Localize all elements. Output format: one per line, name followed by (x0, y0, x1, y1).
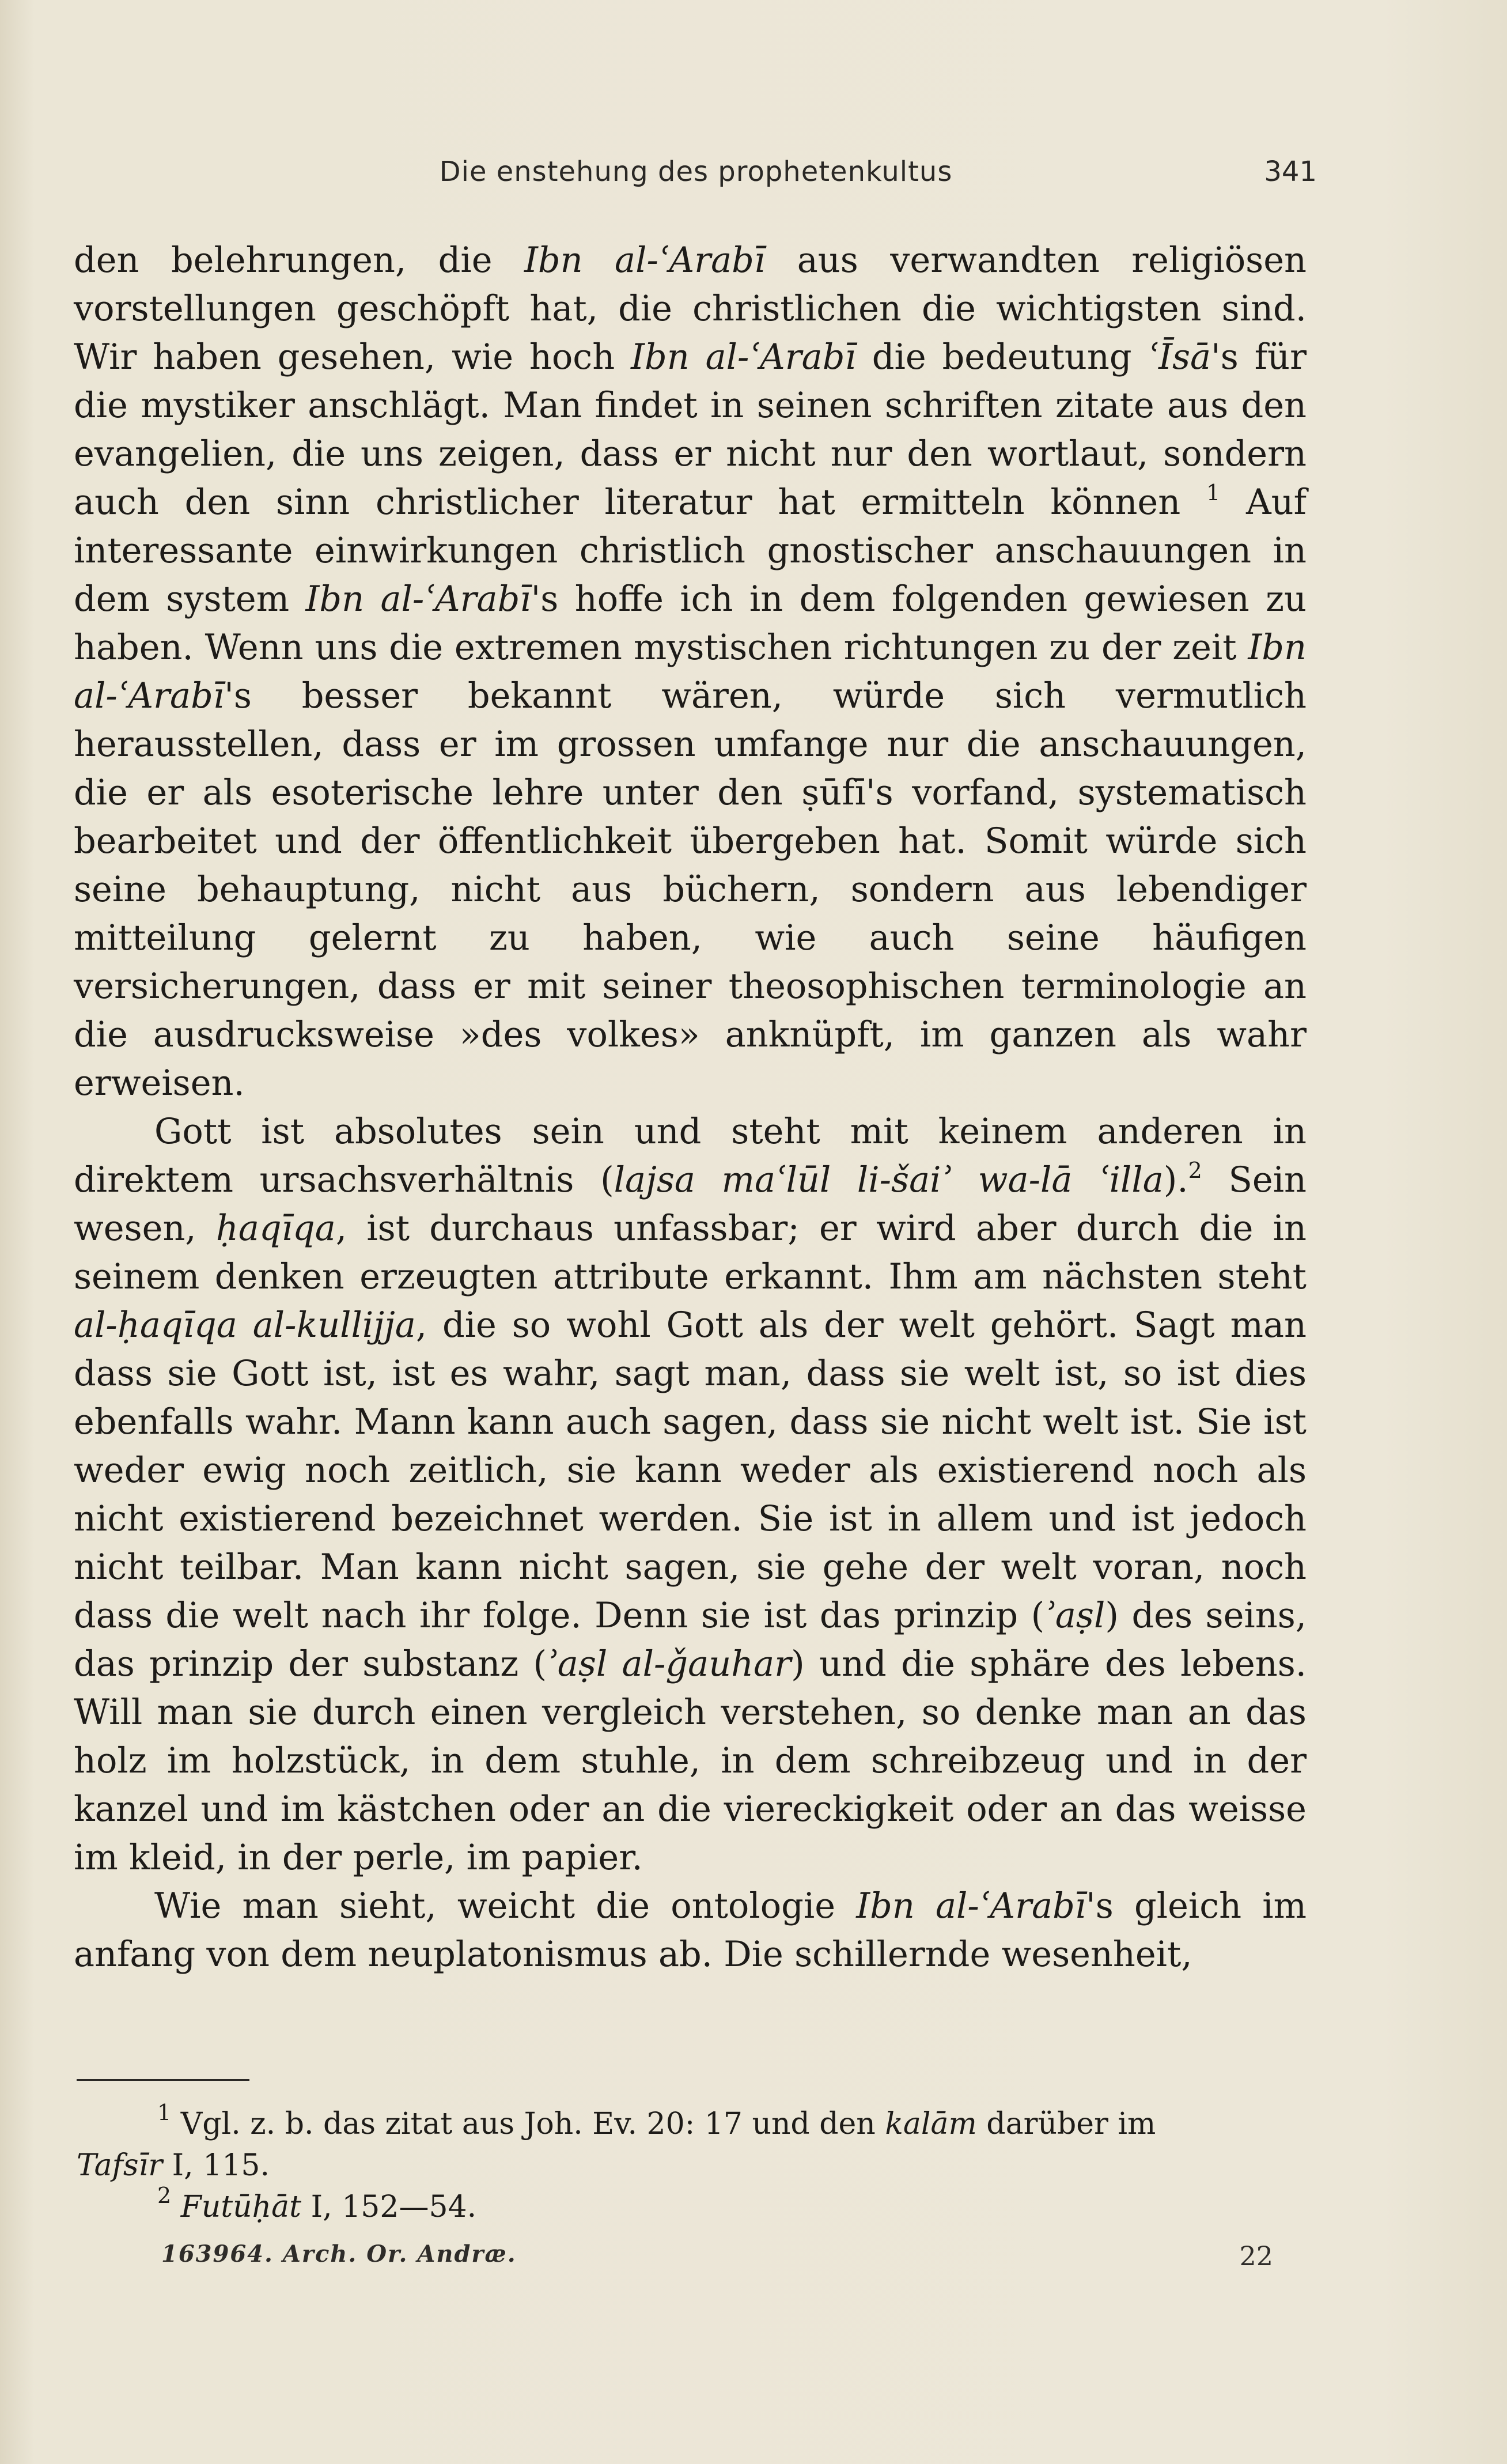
italic-term: lajsa maʿlūl li-šaiʾ wa-lā ʿilla (614, 1160, 1164, 1200)
italic-name: Ibn al-ʿArabī (524, 240, 766, 281)
running-title: Die enstehung des prophetenkultus (439, 156, 953, 188)
footnote-ref-2[interactable]: 2 (1188, 1158, 1202, 1183)
italic-name: ʿĪsā (1148, 337, 1211, 377)
text-run: Wie man sieht, weicht die ontologie (154, 1886, 857, 1926)
italic-name: Ibn al-ʿArabī (305, 579, 531, 619)
text-run: ) und die sphäre des lebens. Will man sie durch einen vergleich verstehen, so denke man an das holz im holzstück, in dem stuhle, in dem schreibzeug und in der kanzel und im kästchen oder an die viereckigkeit oder an das weisse im kleid, in der perle, im papier. (74, 1644, 1307, 1878)
text-run: , die so wohl Gott als der welt gehört. Sagt man dass sie Gott ist, ist es wahr, sagt man, dass sie welt ist, so ist dies ebenfalls wahr. Mann kann auch sagen, dass sie nicht welt ist. Sie ist weder ewig noch zeitlich, sie kann weder als existierend noch als nicht existierend bezeichnet werden. Sie ist in allem und ist jedoch nicht teilbar. Man kann nicht sagen, sie gehe der welt voran, noch dass die welt nach ihr folge. Denn sie ist das prinzip ( (74, 1305, 1307, 1636)
text-run: I, 115. (162, 2148, 270, 2183)
text-run: Auf interessante einwirkungen christlich gnostischer anschauungen in dem system (74, 482, 1307, 619)
italic-name: Ibn al-ʿArabī (74, 628, 1307, 716)
italic-term: kalām (885, 2107, 977, 2141)
printer-signature (161, 2240, 1273, 2281)
text-run: Vgl. z. b. das zitat aus Joh. Ev. 20: 17 und den (171, 2107, 885, 2141)
italic-term: ʾaṣl al-ǧauhar (547, 1644, 792, 1684)
paragraph-3 (74, 1882, 1307, 1979)
footnote-marker: 2 (157, 2183, 172, 2208)
text-run: , ist durchaus unfassbar; er wird aber durch die in seinem denken erzeugten attribute erkannt. Ihm am nächsten steht (74, 1208, 1307, 1297)
footnote-2 (77, 2183, 1309, 2228)
italic-term: ḥaqīqa (215, 1208, 336, 1249)
footnotes (77, 2100, 1309, 2228)
signature-mark: 163964. Arch. Or. Andræ. (161, 2240, 517, 2268)
text-run: 's hoffe ich in dem folgenden gewiesen zu haben. Wenn uns die extremen mystischen richtungen zu der zeit (74, 579, 1307, 668)
text-run: 's für die mystiker anschlägt. Man findet in seinen schriften zitate aus den evangelien, die uns zeigen, dass er nicht nur den wortlaut, sondern auch den sinn christlicher literatur hat ermitteln können (74, 337, 1307, 523)
footnote-ref-1[interactable]: 1 (1206, 480, 1221, 505)
footnote-marker: 1 (157, 2100, 172, 2125)
text-run: 's besser bekannt wären, würde sich vermutlich herausstellen, dass er im grossen umfange nur die anschauungen, die er als esoterische lehre unter den ṣūfī's vorfand, systematisch bearbeitet und der öffentlichkeit übergeben hat. Somit würde sich seine behauptung, nicht aus büchern, sondern aus lebendiger mitteilung gelernt zu haben, wie auch seine häufigen versicherungen, dass er mit seiner theosophischen terminologie an die ausdrucksweise »des volkes» anknüpft, im ganzen als wahr erweisen. (74, 676, 1307, 1103)
text-run: darüber im (976, 2107, 1156, 2141)
text-run: I, 152—54. (301, 2190, 477, 2224)
body-text (74, 236, 1307, 1979)
text-run: ). (1163, 1160, 1188, 1200)
italic-term: Futūḥāt (180, 2190, 302, 2224)
paragraph-2 (74, 1108, 1307, 1882)
text-run: 's gleich im anfang von dem neuplatonismus ab. Die schillernde wesenheit, (74, 1886, 1307, 1975)
italic-name: Ibn al-ʿArabī (631, 337, 856, 377)
footnote-divider (77, 2079, 249, 2081)
footnote-1 (77, 2100, 1309, 2145)
footnote-1-continued (77, 2145, 1309, 2186)
italic-name: Ibn al-ʿArabī (856, 1886, 1086, 1926)
text-run: den belehrungen, die (74, 240, 524, 281)
text-run: die bedeutung (855, 337, 1148, 377)
italic-term: Tafsīr (77, 2148, 163, 2183)
page-header (75, 156, 1317, 202)
text-run: ) des seins, das prinzip der substanz ( (74, 1596, 1307, 1684)
text-run: Sein wesen, (74, 1160, 1307, 1249)
text-run: aus verwandten religiösen vorstellungen geschöpft hat, die christlichen die wichtigsten sind. Wir haben gesehen, wie hoch (74, 240, 1307, 377)
italic-term: al-ḥaqīqa al-kullijja (74, 1305, 416, 1346)
text-run: Gott ist absolutes sein und steht mit keinem anderen in direktem ursachsverhältnis ( (74, 1112, 1307, 1200)
paragraph-1 (74, 236, 1307, 1108)
italic-term: ʾaṣl (1044, 1596, 1105, 1636)
page-number: 341 (1264, 156, 1317, 188)
signature-number: 22 (1239, 2240, 1273, 2272)
